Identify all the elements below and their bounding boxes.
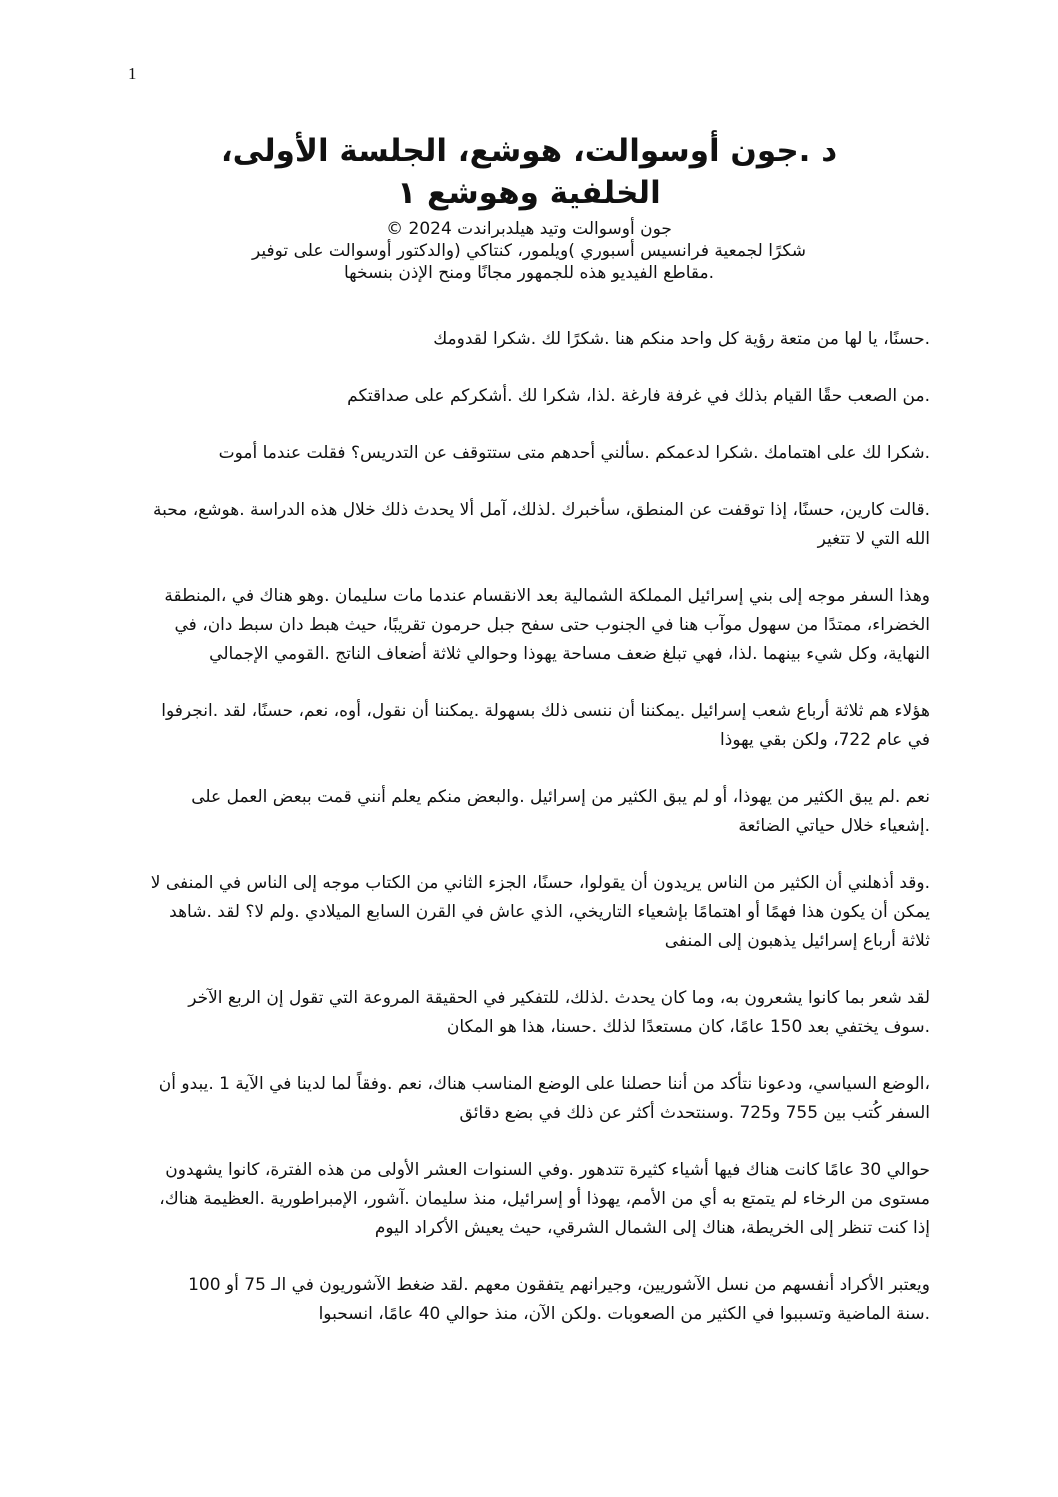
paragraph: .قالت كارين، حسنًا، إذا توقفت عن المنطق، سأخبرك .لذلك، آمل ألا يحدث ذلك خلال هذه الدراسة .هوشع، محبة الله التي لا تتغير <box>152 500 930 549</box>
paragraph: هؤلاء هم ثلاثة أرباع شعب إسرائيل .يمكننا أن ننسى ذلك بسهولة .يمكننا أن نقول، أوه، نعم، حسنًا، لقد .انجرفوا في عام 722، ولكن بقي يهوذا <box>161 701 930 750</box>
document-header <box>120 130 938 284</box>
title-line-1: ،د .جون أوسوالت، هوشع، الجلسة الأولى <box>220 133 838 169</box>
paragraph: .شكرا لك على اهتمامك .شكرا لدعمكم .سألني أحدهم متى ستتوقف عن التدريس؟ فقلت عندما أموت <box>218 443 930 463</box>
acknowledgement-line-1: شكرًا لجمعية فرانسيس أسبوري )ويلمور، كنتاكي (والدكتور أوسوالت على توفير <box>252 241 806 261</box>
paragraph: .من الصعب حقًا القيام بذلك في غرفة فارغة .لذا، شكرا لك .أشكركم على صداقتكم <box>347 386 930 406</box>
acknowledgement-line-2: .مقاطع الفيديو هذه للجمهور مجانًا ومنح الإذن بنسخها <box>343 263 715 283</box>
paragraph: حوالي 30 عامًا كانت هناك فيها أشياء كثيرة تتدهور .وفي السنوات العشر الأولى من هذه الفترة، كانوا يشهدون مستوى من الرخاء لم يتمتع به أي من الأمم، يهوذا أو إسرائيل، منذ سليمان .آشور، الإمبراطورية .العظيمة هناك، إذا كنت تنظر إلى الخريطة، هناك إلى الشمال الشرقي، حيث يعيش الأكراد اليوم <box>159 1160 930 1238</box>
page-number: 1 <box>128 64 137 83</box>
title-line-2: الخلفية وهوشع ١ <box>397 175 661 211</box>
paragraph: ويعتبر الأكراد أنفسهم من نسل الآشوريين، وجيرانهم يتفقون معهم .لقد ضغط الآشوريون في الـ 75 أو 100 .سنة الماضية وتسببوا في الكثير من الصعوبات .ولكن الآن، منذ حوالي 40 عامًا، انسحبوا <box>188 1275 930 1324</box>
paragraph: ،الوضع السياسي، ودعونا نتأكد من أننا حصلنا على الوضع المناسب هناك، نعم .وفقاً لما لدينا في الآية 1 .يبدو أن السفر كُتب بين 755 و725 .وسنتحدث أكثر عن ذلك في بضع دقائق <box>158 1074 930 1123</box>
copyright-line: جون أوسوالت وتيد هيلدبراندت 2024 © <box>386 219 672 239</box>
paragraph: .حسنًا، يا لها من متعة رؤية كل واحد منكم هنا .شكرًا لك .شكرا لقدومك <box>433 329 930 349</box>
paragraph: نعم .لم يبق الكثير من يهوذا، أو لم يبق الكثير من إسرائيل .والبعض منكم يعلم أنني قمت ببعض العمل على .إشعياء خلال حياتي الضائعة <box>191 787 930 836</box>
paragraph: وهذا السفر موجه إلى بني إسرائيل المملكة الشمالية بعد الانقسام عندما مات سليمان .وهو هناك في ،المنطقة الخضراء، ممتدًا من سهول موآب هنا في الجنوب حتى سفح جبل حرمون تقريبًا، حيث هبط دان سبط دان، في النهاية، وكل شيء بينهما .لذا، فهي تبلغ ضعف مساحة يهوذا وحوالي ثلاثة أضعاف الناتج .القومي الإجمالي <box>164 586 930 664</box>
paragraph: .وقد أذهلني أن الكثير من الناس يريدون أن يقولوا، حسنًا، الجزء الثاني من الكتاب موجه إلى الناس في المنفى لا يمكن أن يكون هذا فهمًا أو اهتمامًا بإشعياء التاريخي، الذي عاش في القرن السابع الميلادي .ولم لا؟ لقد .شاهد ثلاثة أرباع إسرائيل يذهبون إلى المنفى <box>150 873 930 951</box>
transcript-body <box>150 325 930 1357</box>
document-title <box>120 130 938 214</box>
paragraph: لقد شعر بما كانوا يشعرون به، وما كان يحدث .لذلك، للتفكير في الحقيقة المروعة التي تقول إن الربع الآخر .سوف يختفي بعد 150 عامًا، كان مستعدًا لذلك .حسنا، هذا هو المكان <box>188 988 930 1037</box>
acknowledgement <box>120 240 938 284</box>
